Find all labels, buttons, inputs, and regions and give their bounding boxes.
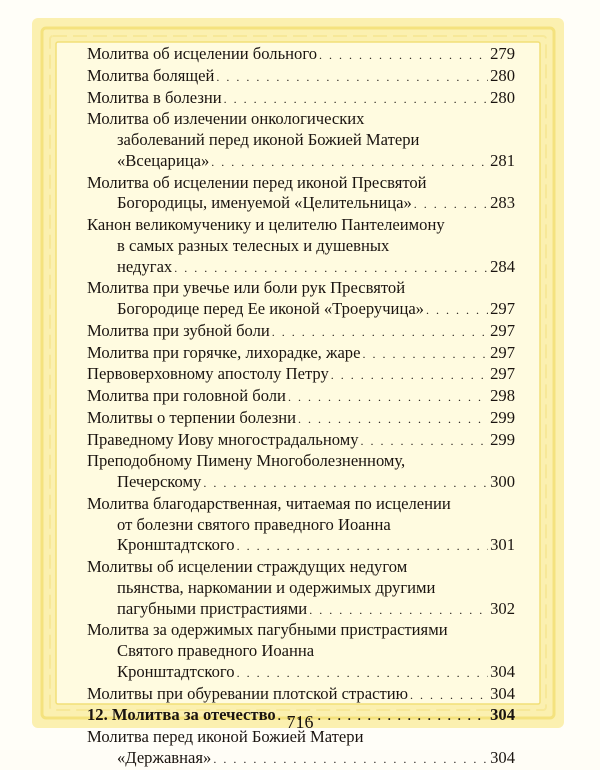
dot-leader — [288, 387, 488, 408]
toc-entry-line — [87, 472, 515, 494]
toc-entry-title: Молитва за одержимых пагубными пристрастиями — [87, 620, 448, 640]
dot-leader — [203, 473, 488, 494]
toc-page-number: 304 — [490, 705, 515, 725]
toc-page-number: 301 — [490, 535, 515, 555]
toc-entry-title: Молитва при головной боли — [87, 386, 286, 405]
toc-entry — [87, 109, 515, 172]
toc-page-number: 279 — [490, 44, 515, 63]
toc-entry — [87, 408, 515, 430]
toc-entry-line — [87, 236, 515, 257]
toc-page-number: 297 — [490, 299, 515, 318]
toc-entry — [87, 386, 515, 408]
toc-entry-title: Молитва об исцелении больного — [87, 44, 318, 63]
toc-entry-line — [87, 278, 515, 299]
toc-entry-title: Молитва при увечье или боли рук Пресвятой — [87, 278, 406, 298]
toc-entry-line — [87, 44, 515, 66]
toc-entry-line — [87, 408, 515, 430]
toc-entry-title: Молитвы об исцелении страждущих недугом — [87, 557, 408, 576]
toc-entry-title: Молитвы о терпении болезни — [87, 407, 297, 427]
toc-entry-title: Богородицы, именуемой «Целительница» — [117, 193, 412, 213]
toc-entry-line — [87, 748, 515, 770]
dot-leader — [216, 67, 488, 88]
toc-entry-line — [87, 578, 515, 599]
toc-entry-line — [87, 173, 515, 194]
toc-page-number: 304 — [490, 661, 515, 681]
dot-leader — [331, 365, 488, 386]
toc-entry-title: Святого праведного Иоанна — [117, 641, 315, 660]
toc-entry-title: Молитва перед иконой Божией Матери — [87, 727, 364, 746]
toc-entry-title: «Всецарица» — [117, 150, 210, 170]
dot-leader — [410, 685, 488, 706]
toc-entry-title: в самых разных телесных и душевных — [117, 235, 390, 255]
toc-entry-title: Молитва об излечении онкологических — [87, 109, 365, 129]
toc-entry-line — [87, 684, 515, 706]
toc-entry-line — [87, 620, 515, 641]
toc-entry-line — [87, 343, 515, 365]
toc-page-number: 300 — [490, 472, 515, 491]
toc-entry — [87, 430, 515, 452]
toc-entry-line — [87, 515, 515, 536]
toc-entry — [87, 321, 515, 343]
toc-entry-title: Канон великомученику и целителю Пантелеимону — [87, 215, 445, 234]
toc-entry — [87, 44, 515, 66]
toc-entry-line — [87, 193, 515, 215]
dot-leader — [361, 431, 489, 452]
toc-entry-line — [87, 257, 515, 279]
toc-entry-line — [87, 364, 515, 386]
toc-page-number: 304 — [490, 747, 515, 767]
toc-entry — [87, 451, 515, 494]
toc-page-number: 280 — [490, 87, 515, 107]
dot-leader — [237, 663, 489, 684]
toc-entry-title: Молитва об исцелении перед иконой Пресвятой — [87, 172, 427, 192]
dot-leader — [362, 344, 488, 365]
dot-leader — [211, 152, 488, 173]
toc-entry — [87, 494, 515, 557]
toc-entry-line — [87, 662, 515, 684]
toc-entry-line — [87, 321, 515, 343]
toc-page-number: 304 — [490, 683, 515, 703]
toc-entry-title: Молитва в болезни — [87, 87, 222, 107]
toc-entry-title: Кронштадтского — [117, 661, 235, 681]
toc-entry-line — [87, 299, 515, 321]
toc-entry-title: Молитва при горячке, лихорадке, жаре — [87, 342, 361, 362]
toc-entry-line — [87, 430, 515, 452]
toc-page-number: 280 — [490, 65, 515, 85]
toc-entry-title: 12. Молитва за отечество — [87, 705, 276, 725]
toc-entry-title: Молитва благодарственная, читаемая по исцелении — [87, 493, 451, 513]
toc-entry-title: Молитва при зубной боли — [87, 320, 270, 340]
page-number: 716 — [286, 712, 314, 732]
toc-entry-title: «Державная» — [117, 747, 212, 767]
toc-page-number: 284 — [490, 256, 515, 276]
toc-entry-line — [87, 66, 515, 88]
toc-entry-line — [87, 535, 515, 557]
dot-leader — [224, 89, 488, 110]
toc-entry-title: Молитвы при обуревании плотской страстию — [87, 683, 408, 703]
table-of-contents — [87, 44, 515, 770]
toc-entry — [87, 215, 515, 278]
toc-entry-line — [87, 88, 515, 110]
toc-entry-title: недугах — [117, 256, 173, 276]
toc-entry-title: Богородице перед Ее иконой «Троеручица» — [117, 299, 424, 318]
toc-entry — [87, 684, 515, 706]
dot-leader — [272, 322, 488, 343]
toc-entry — [87, 343, 515, 365]
toc-page-number: 281 — [490, 150, 515, 170]
toc-page-number: 299 — [490, 407, 515, 427]
dot-leader — [426, 300, 488, 321]
toc-entry — [87, 727, 515, 770]
toc-entry-line — [87, 494, 515, 515]
toc-entry-line — [87, 109, 515, 130]
toc-entry-title: Печерскому — [117, 472, 202, 491]
toc-entry-title: Преподобному Пимену Многоболезненному, — [87, 451, 406, 471]
toc-entry-line — [87, 130, 515, 151]
toc-entry — [87, 66, 515, 88]
dot-leader — [237, 536, 489, 557]
dot-leader — [309, 600, 488, 621]
dot-leader — [298, 409, 488, 430]
toc-page-number: 283 — [490, 193, 515, 213]
toc-entry-line — [87, 557, 515, 578]
toc-entry — [87, 278, 515, 321]
toc-entry-line — [87, 151, 515, 173]
toc-entry-title: Праведному Иову многострадальному — [87, 429, 359, 449]
toc-entry — [87, 557, 515, 620]
toc-entry-line — [87, 215, 515, 236]
toc-entry-title: Кронштадтского — [117, 535, 235, 555]
toc-entry-title: от болезни святого праведного Иоанна — [117, 514, 391, 534]
toc-entry-title: Молитва болящей — [87, 65, 215, 85]
toc-entry-line — [87, 386, 515, 408]
toc-entry — [87, 88, 515, 110]
toc-entry-line — [87, 451, 515, 472]
dot-leader — [414, 194, 488, 215]
toc-entry-title: пагубными пристрастиями — [117, 598, 308, 618]
toc-entry-title: заболеваний перед иконой Божией Матери — [117, 130, 420, 149]
toc-entry-line — [87, 599, 515, 621]
dot-leader — [319, 45, 488, 66]
toc-page-number: 298 — [490, 386, 515, 405]
toc-entry — [87, 620, 515, 683]
dot-leader — [213, 749, 488, 770]
toc-entry-title: Первоверховному апостолу Петру — [87, 364, 329, 384]
toc-entry-title: пьянства, наркомании и одержимых другими — [117, 577, 436, 597]
toc-entry — [87, 173, 515, 216]
toc-page-number: 302 — [490, 598, 515, 618]
dot-leader — [174, 258, 488, 279]
toc-page-number: 299 — [490, 429, 515, 449]
toc-page-number: 297 — [490, 342, 515, 362]
toc-page-number: 297 — [490, 320, 515, 340]
toc-entry-line — [87, 641, 515, 662]
toc-page-number: 297 — [490, 364, 515, 384]
toc-entry — [87, 364, 515, 386]
